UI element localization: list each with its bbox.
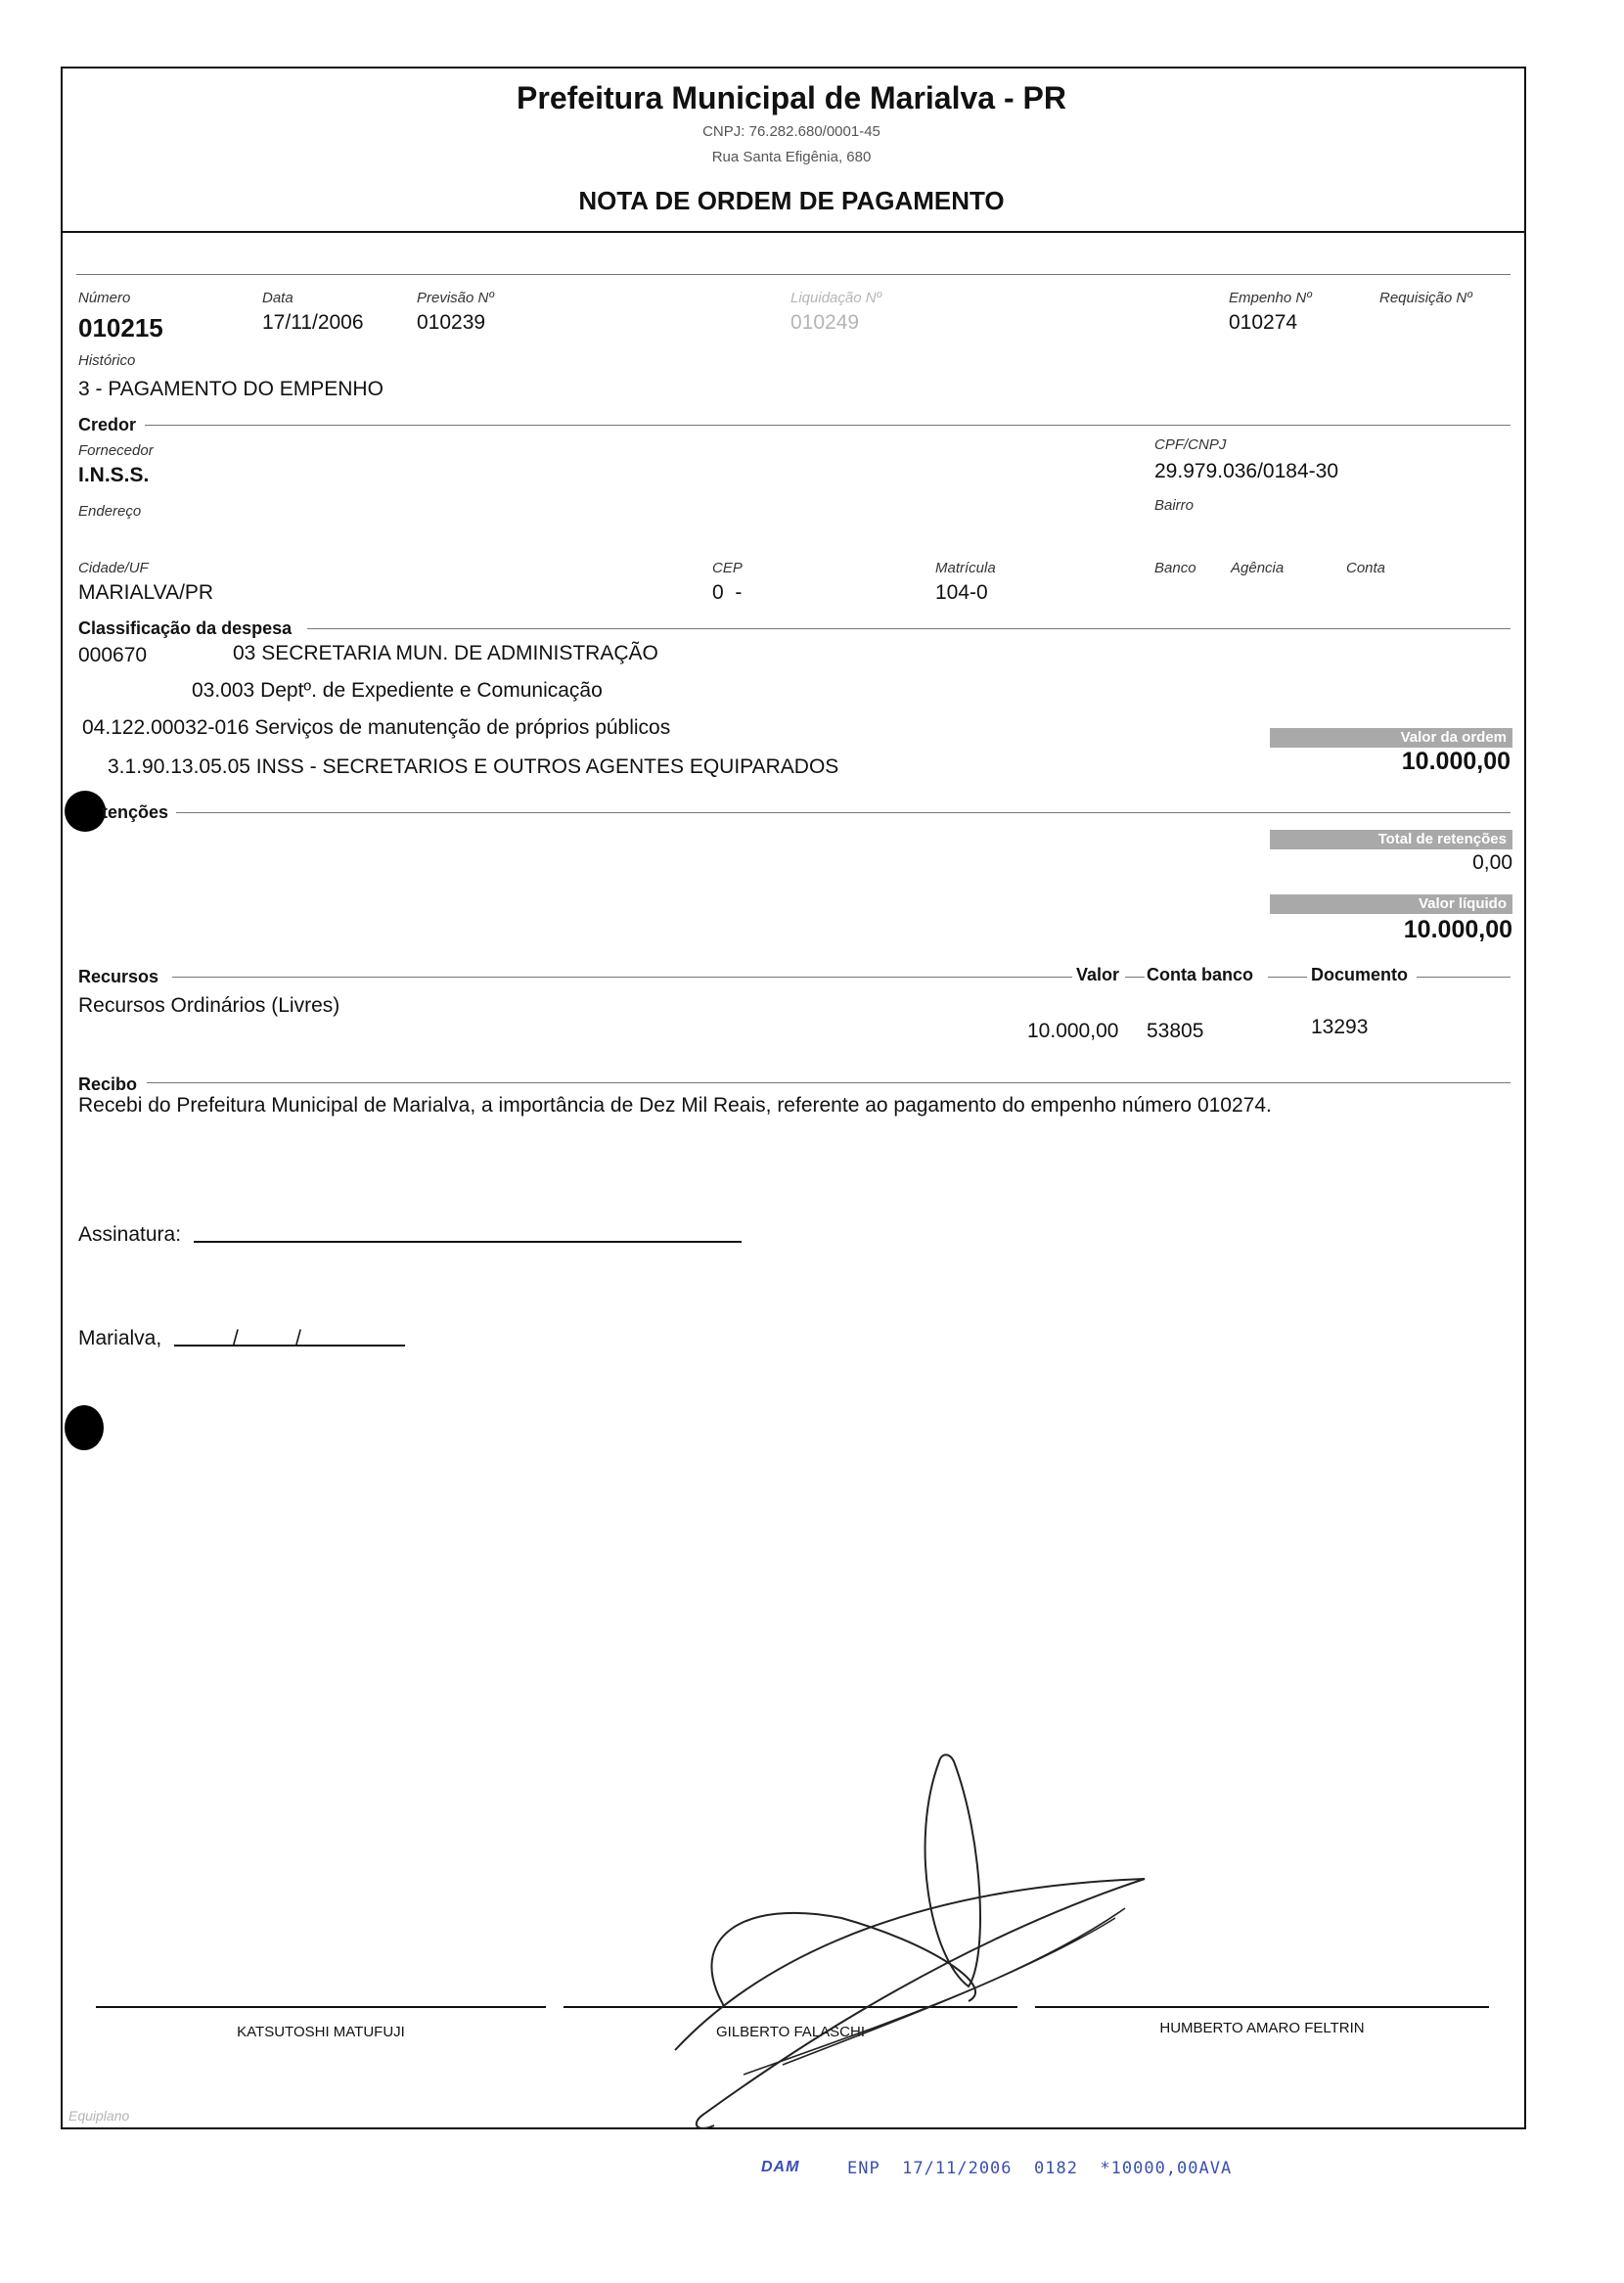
secretaria-value: 03 SECRETARIA MUN. DE ADMINISTRAÇÃO [233,642,658,664]
cep-value: 0 - [712,581,743,604]
signatory-left: KATSUTOSHI MATUFUJI [237,2024,405,2040]
valor-liquido-value: 10.000,00 [1403,916,1512,943]
signature-line-right [1035,2006,1489,2008]
signatory-middle: GILBERTO FALASCHI [716,2024,865,2040]
local-label: Marialva, [78,1327,162,1349]
fornecedor-label: Fornecedor [78,442,154,459]
recursos-divider-d [1417,977,1511,978]
liquidacao-value: 010249 [790,311,860,334]
cidade-value: MARIALVA/PR [78,581,214,604]
data-label: Data [262,290,293,306]
numero-value: 010215 [78,313,163,342]
signature-line-left [96,2006,546,2008]
cpf-cnpj-label: CPF/CNPJ [1154,436,1227,453]
banco-label: Banco [1154,560,1196,576]
recursos-section: Recursos [78,967,159,986]
previsao-value: 010239 [417,311,486,334]
recibo-divider [147,1082,1511,1083]
historico-label: Histórico [78,352,136,369]
recursos-documento-label: Documento [1311,965,1408,984]
document-title: NOTA DE ORDEM DE PAGAMENTO [578,186,1005,215]
classificacao-divider [307,628,1511,629]
retencoes-section: tenções [102,802,169,822]
recursos-divider-b [1125,977,1145,978]
retencoes-divider [176,812,1511,813]
recursos-conta-label: Conta banco [1147,965,1254,984]
punch-hole-mark [65,791,106,832]
agencia-label: Agência [1231,560,1285,576]
credor-divider [145,425,1511,426]
recursos-valor-label: Valor [1076,965,1120,984]
cep-label: CEP [712,560,743,576]
valor-ordem-bar [1270,728,1512,748]
elemento-value: 3.1.90.13.05.05 INSS - SECRETARIOS E OUTROS AGENTES EQUIPARADOS [108,755,839,778]
data-value: 17/11/2006 [262,311,364,334]
cidade-label: Cidade/UF [78,560,149,576]
requisicao-label: Requisição Nº [1379,290,1472,306]
page-title: Prefeitura Municipal de Marialva - PR [517,80,1066,115]
id-divider [76,274,1511,275]
recursos-conta: 53805 [1147,1020,1204,1042]
empenho-value: 010274 [1229,311,1298,334]
stamp-logo: DAM [761,2159,800,2175]
valor-liquido-label: Valor líquido [1418,895,1507,912]
previsao-label: Previsão Nº [417,290,494,306]
total-retencoes-label: Total de retenções [1377,831,1507,847]
valor-ordem-value: 10.000,00 [1401,748,1511,775]
watermark: Equiplano [68,2108,130,2123]
empenho-label: Empenho Nº [1229,290,1312,306]
recursos-valor: 10.000,00 [1027,1020,1119,1042]
conta-label: Conta [1346,560,1386,576]
endereco-label: Endereço [78,503,142,520]
recursos-divider-a [172,977,1072,978]
valor-liquido-bar [1270,894,1512,914]
matricula-label: Matrícula [935,560,996,576]
payment-stamp: ENP 17/11/2006 0182 *10000,00AVA [847,2159,1233,2178]
credor-section: Credor [78,415,137,434]
numero-label: Número [78,290,131,306]
punch-hole [65,1405,104,1450]
recibo-section: Recibo [78,1074,138,1094]
recibo-text: Recebi do Prefeitura Municipal de Marialva, a importância de Dez Mil Reais, referente ao pagamento do empenho número 010274. [78,1094,1272,1117]
liquidacao-label: Liquidação Nº [790,290,882,306]
valor-ordem-label: Valor da ordem [1400,729,1507,746]
address-line: Rua Santa Efigênia, 680 [711,149,872,165]
fornecedor-value: I.N.S.S. [78,464,150,486]
assinatura-line [194,1241,742,1243]
programa-value: 04.122.00032-016 Serviços de manutenção de próprios públicos [82,716,671,739]
signatory-right: HUMBERTO AMARO FELTRIN [1159,2020,1365,2036]
cnpj-line: CNPJ: 76.282.680/0001-45 [702,123,880,140]
recursos-divider-c [1268,977,1307,978]
header-divider [61,231,1524,233]
total-retencoes-bar [1270,830,1512,849]
date-separators: / / [233,1327,302,1349]
departamento-value: 03.003 Deptº. de Expediente e Comunicação [192,679,603,702]
total-retencoes-value: 0,00 [1472,851,1512,874]
assinatura-label: Assinatura: [78,1223,182,1246]
recursos-descricao: Recursos Ordinários (Livres) [78,994,340,1017]
signature-line-middle [564,2006,1017,2008]
historico-value: 3 - PAGAMENTO DO EMPENHO [78,378,383,400]
bairro-label: Bairro [1154,497,1195,514]
recursos-documento: 13293 [1311,1016,1369,1038]
classificacao-code: 000670 [78,644,148,666]
cpf-cnpj-value: 29.979.036/0184-30 [1154,460,1339,482]
matricula-value: 104-0 [935,581,988,604]
classificacao-section: Classificação da despesa [78,618,293,638]
